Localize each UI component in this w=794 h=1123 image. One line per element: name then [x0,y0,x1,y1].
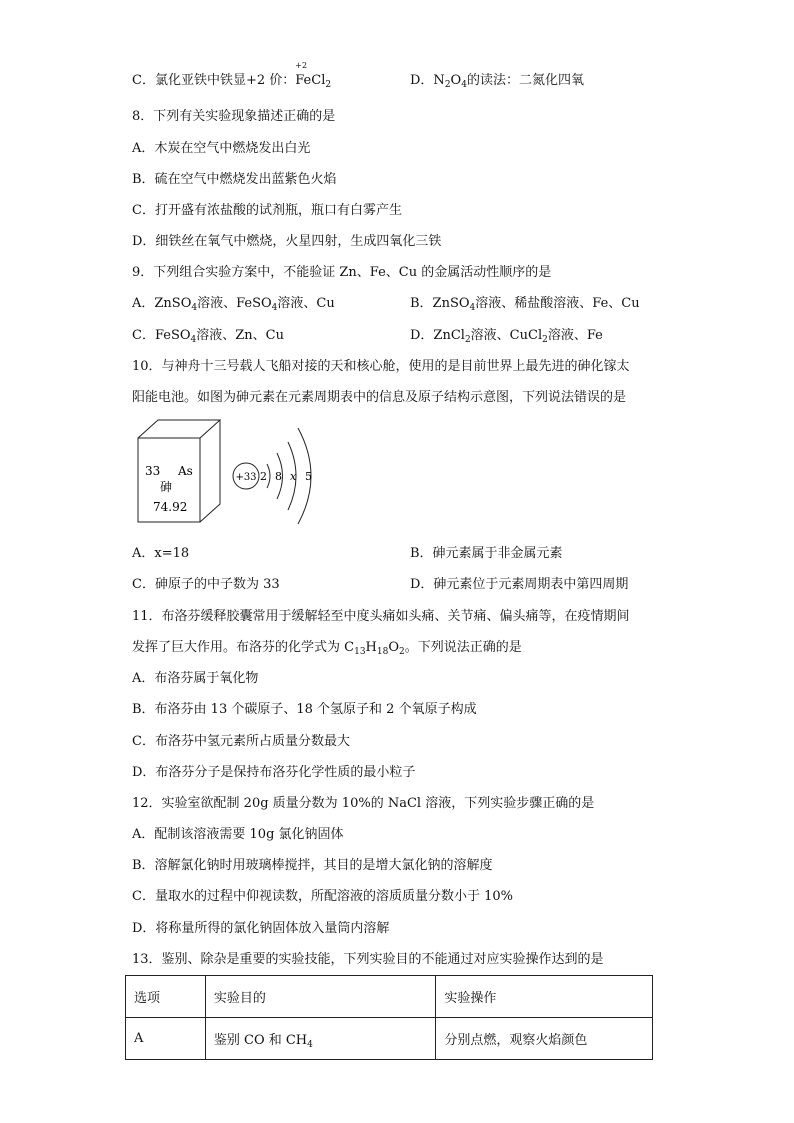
arsenic-figure-svg [132,418,332,528]
table-header-row [126,976,653,1018]
q11-option-c: C．布洛芬中氢元素所占质量分数最大 [132,734,350,749]
q11-option-a: A．布洛芬属于氧化物 [132,671,259,686]
question-13: 13．鉴别、除杂是重要的实验技能，下列实验目的不能通过对应实验操作达到的是 [132,952,604,967]
q11-option-d: D．布洛芬分子是保持布洛芬化学性质的最小粒子 [132,765,416,780]
electron-shell-1 [267,464,270,488]
q12-option-a: A．配制该溶液需要 10g 氯化钠固体 [132,827,344,842]
q12-option-d: D．将称量所得的氯化钠固体放入量筒内溶解 [132,921,390,936]
q10-option-d: D．砷元素位于元素周期表中第四周期 [410,577,629,592]
row-operation: 分别点燃，观察火焰颜色 [436,1018,653,1060]
row-goal: 鉴别 CO 和 $CH_4$ [205,1018,436,1060]
question-10-line-1: 10．与神舟十三号载人飞船对接的天和核心舱，使用的是目前世界上最先进的砷化镓太 [132,359,630,374]
q12-option-b: B．溶解氯化钠时用玻璃棒搅拌，其目的是增大氯化钠的溶解度 [132,858,493,873]
question-11-line-2: 发挥了巨大作用。布洛芬的化学式为 $C_{13}H_{18}O_2$。下列说法正确的是 [132,640,522,657]
question-10-line-2: 阳能电池。如图为砷元素在元素周期表中的信息及原子结构示意图，下列说法错误的是 [132,390,627,405]
element-name: 砷 [160,480,173,494]
option-d-n2o4: D．$N_2O_4$的读法：二氮化四氧 [410,73,584,90]
shell-4-electrons: 5 [305,470,312,483]
iron-with-valence: +2 Fe [295,61,312,88]
table-row [126,1018,653,1060]
q8-option-d: D．细铁丝在氧气中燃烧，火星四射，生成四氧化三铁 [132,234,442,249]
q9-option-a: A．ZnSO$_4$溶液、FeSO$_4$溶液、Cu [132,296,335,313]
q11-option-b: B．布洛芬由 13 个碳原子、18 个氢原子和 2 个氧原子构成 [132,702,477,717]
arsenic-figure [132,418,332,532]
q9-option-b: B．ZnSO$_4$溶液、稀盐酸溶液、Fe、Cu [410,296,640,313]
element-symbol: As [178,464,193,478]
header-option: 选项 [126,976,206,1018]
row-option: A [126,1018,206,1060]
experiment-table [125,975,653,1060]
q10-option-a: A．x=18 [132,546,190,561]
atom-structure [233,428,312,524]
q8-option-b: B．硫在空气中燃烧发出蓝紫色火焰 [132,172,337,187]
question-8: 8．下列有关实验现象描述正确的是 [132,109,336,124]
shell-3-electrons: x [290,470,297,483]
question-11-line-1: 11．布洛芬缓释胶囊常用于缓解轻至中度头痛如头痛、关节痛、偏头痛等，在疫情期间 [132,609,630,624]
q9-option-c: C．FeSO$_4$溶液、Zn、Cu [132,328,284,345]
shell-1-electrons: 2 [260,470,267,483]
q8-option-c: C．打开盛有浓盐酸的试剂瓶，瓶口有白雾产生 [132,203,402,218]
q10-option-c: C．砷原子的中子数为 33 [132,577,280,592]
atomic-mass: 74.92 [153,500,188,514]
q10-option-b: B．砷元素属于非金属元素 [410,546,563,561]
header-goal: 实验目的 [205,976,436,1018]
option-c-ferrous-chloride: C．氯化亚铁中铁显+2 价： +2 FeCl$_2$ [132,61,332,90]
q8-option-a: A．木炭在空气中燃烧发出白光 [132,141,311,156]
cube-top-face [138,420,220,438]
atomic-number: 33 [145,464,161,478]
shell-2-electrons: 8 [275,470,282,483]
q12-option-c: C．量取水的过程中仰视读数，所配溶液的溶质质量分数小于 10% [132,889,513,904]
nucleus-charge: +33 [235,472,257,483]
question-12: 12．实验室欲配制 20g 质量分数为 10%的 NaCl 溶液，下列实验步骤正确的是 [132,796,595,811]
question-9: 9．下列组合实验方案中，不能验证 Zn、Fe、Cu 的金属活动性顺序的是 [132,265,552,280]
q9-option-d: D．ZnCl$_2$溶液、CuCl$_2$溶液、Fe [410,328,603,345]
header-operation: 实验操作 [436,976,653,1018]
